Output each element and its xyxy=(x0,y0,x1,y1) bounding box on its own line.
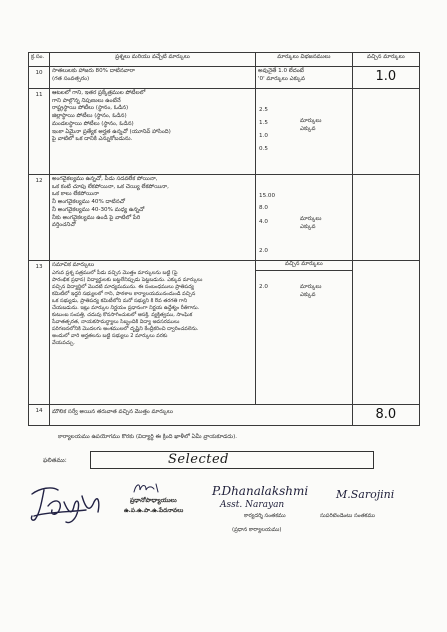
marks-side xyxy=(300,117,321,134)
header-got: వచ్చిన మార్కులు xyxy=(352,53,419,67)
marks-value: 2.0 xyxy=(259,248,268,254)
row-number: 13 xyxy=(29,261,50,405)
question-line: మౌలిక సర్వే అయిన తరువాత వచ్చిన మొత్తం మార్కులు xyxy=(52,409,173,415)
question-line: సమాచిక మార్కులు xyxy=(52,262,95,268)
question-line: జిల్లాస్థాయి పోటీలు (స్థానం, ఓడిన) xyxy=(52,113,127,120)
table-row xyxy=(29,261,420,405)
question-line: పై వాటిలో ఒక దానికి ఎన్నుకోబడును. xyxy=(52,136,133,143)
marks-side xyxy=(300,283,321,300)
row-number: 12 xyxy=(29,175,50,261)
question-line: నీ అంగవైకల్యము 40% దాటినచో xyxy=(52,199,125,206)
row-number: 10 xyxy=(29,67,50,89)
marks-side-line: మార్కులు xyxy=(300,284,322,290)
question-line: సాతలులకు హాజరు 80% దాటినవారా xyxy=(52,68,135,74)
row-number: 14 xyxy=(29,405,50,426)
row-question xyxy=(50,67,256,89)
marks-value: 1.5 xyxy=(259,120,268,126)
table-header-row xyxy=(29,53,420,67)
marks-line: '0' మార్కులు ఎక్కువ xyxy=(258,75,306,82)
total-score: 8.0 xyxy=(352,405,419,426)
row-marks xyxy=(256,67,353,89)
marks-value: 2.5 xyxy=(259,107,268,113)
headmaster-signature-scribble xyxy=(28,482,108,526)
question-line: సేవాతత్పరత, నాయకసామర్థ్యాలు సిబ్బందికి విద్యా అవసరములు xyxy=(52,318,180,325)
secretary-signature: P.Dhanalakshmi xyxy=(212,484,309,498)
secretary-caption: కార్యదర్శి సంతకము xyxy=(244,513,286,519)
question-line: వేయవచ్చు. xyxy=(52,339,75,346)
question-line: ఎగువ ప్రశ్న పత్రములో పీడు వచ్చిన మొత్తం మార్కులను బట్టి (పై xyxy=(52,269,178,276)
row-number: 11 xyxy=(29,89,50,175)
marks-side-line: ఎక్కువ xyxy=(300,126,316,133)
question-line: పారంభిక ప్రధాన) విద్యార్థులకు బట్టలేనిప్పుడు పెట్టబడును. ఎక్కువ మార్కులు xyxy=(52,276,203,283)
question-line: గాని పాల్గొన్న నిపుణులు ఉంటేనే xyxy=(52,97,121,104)
marks-value: 0.5 xyxy=(259,146,268,152)
row-got-score xyxy=(352,175,419,261)
table-row xyxy=(29,89,420,175)
question-line: ఒక సభ్యుడు, ప్రాతిపద్య కమిటీలోని మరో సభ్యుని కి 8వ తరగతి గాని xyxy=(52,297,188,304)
question-line: అందులో వారి అర్హతలను బట్టి సభ్యులు 2 మార్కులు వరకు xyxy=(52,332,168,339)
question-line: కమిటీలో ఇద్దరి సభ్యులలో గాని, పాఠశాల కార్యాలయమునందుండి వచ్చిన xyxy=(52,290,196,297)
result-label: ఫలితము: xyxy=(43,457,67,464)
superintendent-caption: సుపరిటెండెంటు సంతకము xyxy=(320,513,376,519)
marks-side-line: మార్కులు xyxy=(300,118,322,124)
question-line: మండలస్థాయి పోటీలు (స్థానం, ఓడిన) xyxy=(52,120,134,127)
superintendent-signature: M.Sarojini xyxy=(336,488,395,501)
row-question xyxy=(50,89,256,175)
question-line: పరిగణనలోనికి మొదలగు అంశములలో దృష్టిని కేంద్రీకరించి ద్వారించవలెను. xyxy=(52,325,199,332)
question-line: కుటుంబ సంపత్తి, చదువు కొనసాగించుటలో ఆసక్తి, వ్యక్తిత్వము, సాంఘిక xyxy=(52,311,193,318)
row-question xyxy=(50,261,256,405)
table-row xyxy=(29,175,420,261)
row-question xyxy=(50,405,353,426)
office-caption: (ప్రధాన కార్యాలయము) xyxy=(232,527,282,533)
marks-line: అవునైతే 1.0 లేదంటే xyxy=(258,68,304,74)
marks-value: 4.0 xyxy=(259,219,268,225)
marks-value: 15.00 xyxy=(259,193,276,199)
marks-side-line: ఎక్కువ xyxy=(300,224,316,231)
question-line: ఒక కాలు లేకపోయినా xyxy=(52,191,99,198)
question-line: (గత సంవత్సరం) xyxy=(52,75,90,82)
row-marks xyxy=(256,261,353,405)
header-question: ప్రశ్నలు మరియు వచ్చేటి మార్కులు xyxy=(50,53,256,67)
marks-value: 1.0 xyxy=(259,133,268,139)
headmaster-caption: ప్రధానోపాధ్యాయులు xyxy=(130,497,177,504)
headmaster-initial-scribble xyxy=(128,480,168,496)
marks-side-line: ఎక్కువ xyxy=(300,292,316,299)
marks-value: 2.0 xyxy=(259,284,268,290)
question-line: ఇంకా ఏమైనా ప్రత్యేక అర్హత ఉన్నచో (యూనివ్ హాసింది) xyxy=(52,128,171,135)
row-got-score xyxy=(352,89,419,175)
result-box xyxy=(90,451,374,469)
question-line: ఒక కంటి చూపు లేకపోయినా, ఒక చెయ్యి లేకపోయినా, xyxy=(52,183,169,190)
question-line: అంగవైకల్యము ఉన్నచో, పీడు సదవలేక పోయినా, xyxy=(52,176,158,182)
row-marks xyxy=(256,175,353,261)
question-line: రాష్ట్రస్థాయి పోటీలు (స్థానం, ఓడిన) xyxy=(52,105,129,112)
question-line: నీకు అంగవైకల్యము ఉండి పై వాటిలో పేరి xyxy=(52,214,141,221)
header-marks: మార్కులు విభజనములు xyxy=(256,53,353,67)
row-question xyxy=(50,175,256,261)
marks-value: 8.0 xyxy=(259,205,268,211)
question-line: నీ అంగవైకల్యము 40-30% మధ్య ఉన్నచో xyxy=(52,206,145,213)
marks-side xyxy=(300,215,321,232)
office-use-note: కార్యాలయము ఉపయోగము కొరకు (విద్యార్థి ఈ క్రింది ఖాళీలో ఏమీ వ్రాయకూడదు). xyxy=(58,434,238,440)
question-line: వర్తించనిచో xyxy=(52,222,76,229)
marks-side-line: మార్కులు xyxy=(300,216,322,222)
headmaster-caption-sub: ఉ.ప.ఉ.పా.ఉ.పేదనావలు xyxy=(124,508,184,514)
marks-table xyxy=(28,52,420,426)
secretary-signature-2: Asst. Narayan xyxy=(220,500,285,510)
marks-subheader: వచ్చిన మార్కులు xyxy=(256,261,352,271)
question-line: వచ్చిన విద్యార్థిలో మొదటి మాద్యమమును. ఈ సంబంధములు ప్రాతిపద్య xyxy=(52,283,194,290)
result-value: Selected xyxy=(168,452,229,467)
row-got-score xyxy=(352,261,419,405)
table-row xyxy=(29,405,420,426)
row-got-score: 1.0 xyxy=(352,67,419,89)
row-marks xyxy=(256,89,353,175)
table-row xyxy=(29,67,420,89)
header-no: క్ర.సం. xyxy=(29,53,50,67)
question-line: చేయబడును. ఇట్లు మార్కుల నిర్ణయం ప్రధానంగా నిర్ణయ ఉద్దేశ్యం రీతిగాను. xyxy=(52,304,200,311)
question-line: ఆటలలో గాని, ఇతర ప్రక్కేత్రముల పోటీలలో xyxy=(52,90,146,96)
